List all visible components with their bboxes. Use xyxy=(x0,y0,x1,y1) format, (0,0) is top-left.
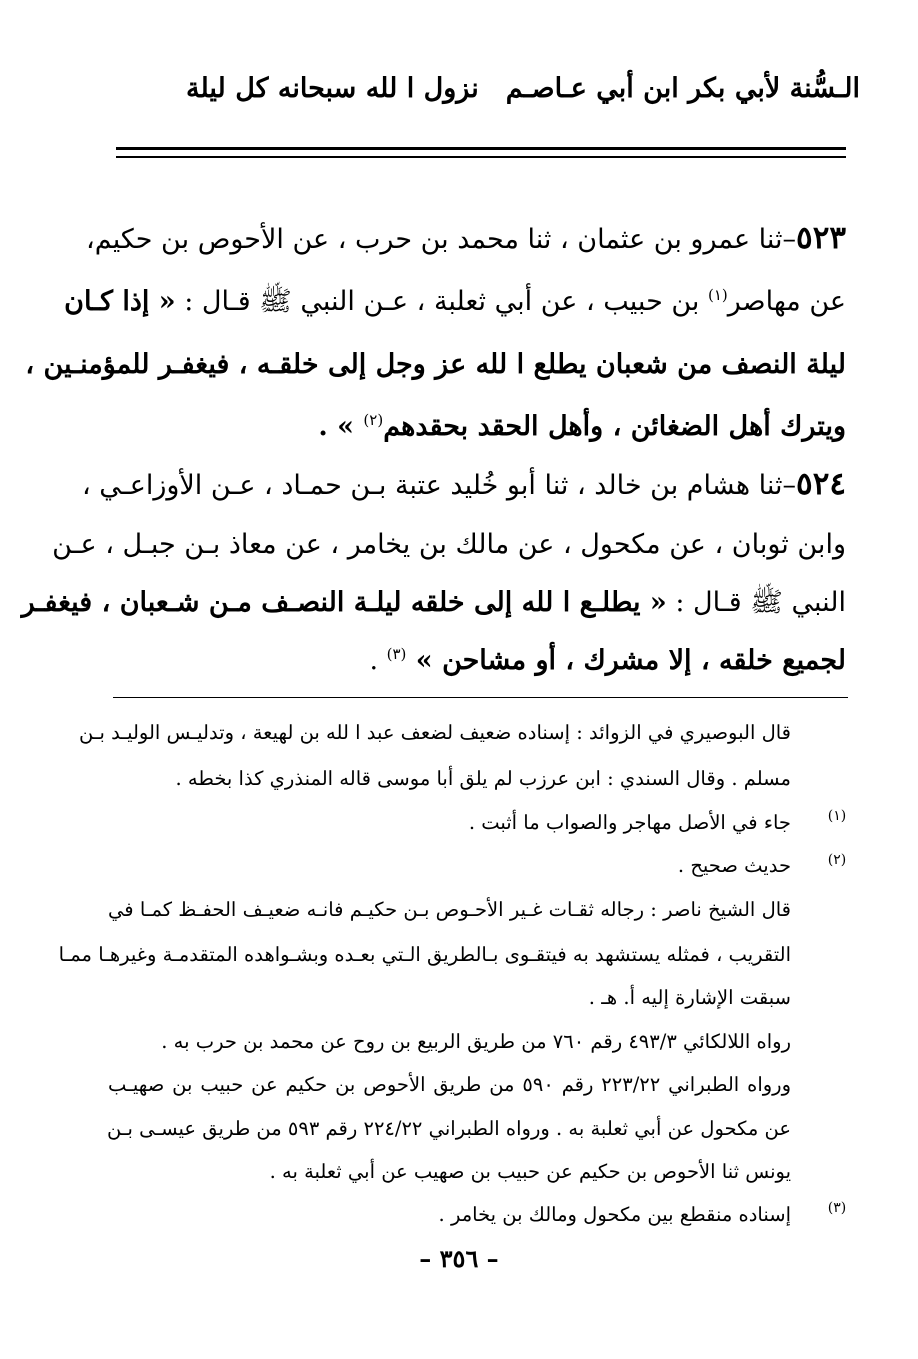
isnad-text: عن مهاصر xyxy=(727,286,846,317)
hadith-524-line-2: وابن ثوبان ، عن مكحول ، عن مالك بن يخامر ، عن معاذ بـن جبـل ، عـن xyxy=(52,529,846,560)
footnote-ref: (٣) xyxy=(386,645,407,663)
footnote-ref: (٢) xyxy=(363,411,384,429)
footnote-2-marker: (٢) xyxy=(827,852,847,868)
footnote-ref: (١) xyxy=(708,286,728,304)
hadith-523-line-3: ليلة النصف من شعبان يطلع ا لله عز وجل إلى خلقـه ، فيغفـر للمؤمنـين ، xyxy=(25,349,846,380)
footnote-2-line-2: قال الشيخ ناصر : رجاله ثقـات غـير الأحـوص بـن حكيـم فانـه ضعيـف الحفـظ كمـا في xyxy=(108,898,791,921)
footnote-3-text: إسناده منقطع بين مكحول ومالك بن يخامر . xyxy=(438,1203,791,1226)
running-head-chapter-title: نزول ا لله سبحانه كل ليلة xyxy=(186,73,479,104)
footnote-2-line-8: يونس ثنا الأحوص بن حكيم عن حبيب بن صهيب عن أبي ثعلبة به . xyxy=(269,1160,791,1183)
matn-text: « يطلـع ا لله إلى خلقه ليلـة النصـف مـن شـعبان ، فيغفـر xyxy=(21,587,667,618)
isnad-text: . xyxy=(369,645,387,676)
hadith-number: ٥٢٤ xyxy=(796,466,846,502)
isnad-text: –ثنا هشام بن خالد ، ثنا أبو خُليد عتبة بـن حمـاد ، عـن الأوزاعـي ، xyxy=(82,470,797,501)
matn-text: ويترك أهل الضغائن ، وأهل الحقد بحقدهم xyxy=(383,411,846,442)
running-head-book-title: الـسُّنة لأبي بكر ابن أبي عـاصـم xyxy=(505,73,860,104)
matn-text: » . xyxy=(318,411,364,442)
header-rule-thick xyxy=(116,147,846,150)
footnote-continued-line-1: قال البوصيري في الزوائد : إسناده ضعيف لضعف عبد ا لله بن لهيعة ، وتدليـس الوليـد بـن xyxy=(78,721,791,744)
footnote-2-line-7: عن مكحول عن أبي ثعلبة به . ورواه الطبراني ٢٢٤/٢٢ رقم ٥٩٣ من طريق عيسـى بـن xyxy=(107,1117,791,1140)
hadith-523-line-1 xyxy=(86,218,846,260)
hadith-number: ٥٢٣ xyxy=(796,220,846,256)
isnad-text: –ثنا عمرو بن عثمان ، ثنا محمد بن حرب ، عن الأحوص بن حكيم، xyxy=(86,224,797,255)
footnote-3-marker: (٣) xyxy=(827,1200,847,1216)
footnote-2-line-5: رواه اللالكائي ٤٩٣/٣ رقم ٧٦٠ من طريق الربيع بن روح عن محمد بن حرب به . xyxy=(161,1030,791,1053)
hadith-523-line-4 xyxy=(108,407,846,447)
page-number: – ٣٥٦ – xyxy=(419,1244,499,1273)
footnote-1-marker: (١) xyxy=(827,808,847,824)
footnote-separator xyxy=(113,697,848,698)
footnote-2-text: حديث صحيح . xyxy=(677,854,791,877)
hadith-524-line-1 xyxy=(82,464,846,506)
hadith-524-line-4 xyxy=(108,641,846,681)
footnote-1-text: جاء في الأصل مهاجر والصواب ما أثبت . xyxy=(468,811,791,834)
footnote-2-line-3: التقريب ، فمثله يستشهد به فيتقـوى بـالطريق الـتي بعـده وبشـواهده المتقدمـة وغيرهـا ممـا xyxy=(58,943,791,966)
isnad-text: بن حبيب ، عن أبي ثعلبة ، عـن النبي ﷺ قـال : xyxy=(175,286,708,317)
hadith-524-line-3 xyxy=(21,583,846,623)
footnote-2-line-6: ورواه الطبراني ٢٢٣/٢٢ رقم ٥٩٠ من طريق الأحوص بن حكيم عن حبيب بن صهيـب xyxy=(108,1073,791,1096)
matn-text: لجميع خلقه ، إلا مشرك ، أو مشاحن » xyxy=(406,645,846,676)
matn-text: « إذا كـان xyxy=(64,286,176,317)
header-rule-thin xyxy=(116,156,846,158)
isnad-text: النبي ﷺ قـال : xyxy=(666,587,846,618)
footnote-2-line-4: سبقت الإشارة إليه أ. هـ . xyxy=(588,986,791,1009)
footnote-continued-line-2: مسلم . وقال السندي : ابن عرزب لم يلق أبا موسى قاله المنذري كذا بخطه . xyxy=(175,767,791,790)
hadith-523-line-2 xyxy=(64,282,846,322)
